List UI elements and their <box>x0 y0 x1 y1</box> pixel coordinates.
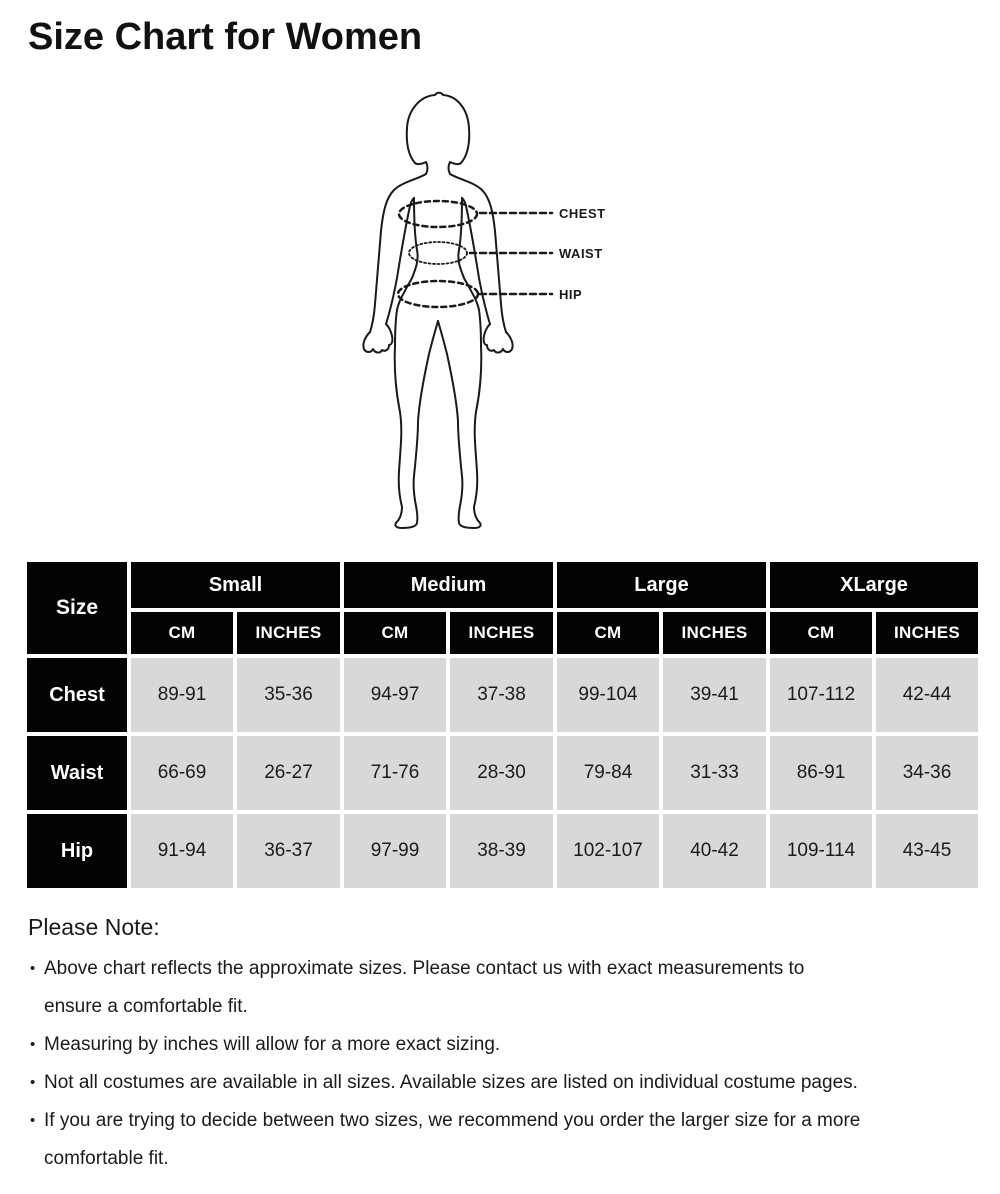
waist-large-cm: 79-84 <box>555 734 661 812</box>
waist-small-cm: 66-69 <box>129 734 235 812</box>
unit-header-cm: CM <box>342 610 448 656</box>
hip-small-cm: 91-94 <box>129 812 235 890</box>
hip-label: HIP <box>559 287 583 302</box>
waist-large-inches: 31-33 <box>661 734 768 812</box>
row-label-waist: Waist <box>25 734 129 812</box>
waist-medium-cm: 71-76 <box>342 734 448 812</box>
group-header-medium: Medium <box>342 560 555 610</box>
right-hand-outline <box>484 324 513 353</box>
hip-large-cm: 102-107 <box>555 812 661 890</box>
body-measurement-diagram <box>330 86 640 538</box>
hip-xlarge-cm: 109-114 <box>768 812 874 890</box>
chest-xlarge-cm: 107-112 <box>768 656 874 734</box>
note-text-line: Above chart reflects the approximate sizes. Please contact us with exact measurements to <box>44 958 805 979</box>
unit-header-inches: INCHES <box>874 610 980 656</box>
waist-medium-inches: 28-30 <box>448 734 555 812</box>
table-row-chest <box>25 656 980 734</box>
note-text-line: ensure a comfortable fit. <box>44 996 248 1017</box>
hip-large-inches: 40-42 <box>661 812 768 890</box>
chest-large-inches: 39-41 <box>661 656 768 734</box>
unit-header-cm: CM <box>768 610 874 656</box>
group-header-small: Small <box>129 560 342 610</box>
note-text-line: Not all costumes are available in all sizes. Available sizes are listed on individual costume pages. <box>44 1072 858 1093</box>
unit-header-cm: CM <box>129 610 235 656</box>
chest-small-cm: 89-91 <box>129 656 235 734</box>
bullet-icon: • <box>30 1036 36 1053</box>
hip-xlarge-inches: 43-45 <box>874 812 980 890</box>
waist-label: WAIST <box>559 246 603 261</box>
note-text-line: If you are trying to decide between two sizes, we recommend you order the larger size for a more <box>44 1110 861 1131</box>
table-header-row-units <box>25 610 980 656</box>
chest-medium-cm: 94-97 <box>342 656 448 734</box>
note-text-line: comfortable fit. <box>44 1148 169 1169</box>
chest-xlarge-inches: 42-44 <box>874 656 980 734</box>
chest-small-inches: 35-36 <box>235 656 342 734</box>
chest-measurement-ellipse <box>399 201 477 227</box>
note-item <box>28 1064 958 1102</box>
bullet-icon: • <box>30 1074 36 1091</box>
notes-section <box>28 912 958 1178</box>
size-corner-header: Size <box>25 560 129 656</box>
table-row-hip <box>25 812 980 890</box>
hip-medium-cm: 97-99 <box>342 812 448 890</box>
bullet-icon: • <box>30 960 36 977</box>
size-chart-table <box>23 558 982 892</box>
note-item <box>28 1102 958 1178</box>
waist-xlarge-inches: 34-36 <box>874 734 980 812</box>
row-label-hip: Hip <box>25 812 129 890</box>
hip-measurement-ellipse <box>398 281 478 307</box>
waist-small-inches: 26-27 <box>235 734 342 812</box>
chest-large-cm: 99-104 <box>555 656 661 734</box>
chest-label: CHEST <box>559 206 606 221</box>
note-text-line: Measuring by inches will allow for a more exact sizing. <box>44 1034 501 1055</box>
page-title: Size Chart for Women <box>28 16 423 58</box>
note-item <box>28 1026 958 1064</box>
note-item <box>28 950 958 1026</box>
bullet-icon: • <box>30 1112 36 1129</box>
table-header-row-groups <box>25 560 980 610</box>
unit-header-inches: INCHES <box>235 610 342 656</box>
hip-medium-inches: 38-39 <box>448 812 555 890</box>
unit-header-inches: INCHES <box>661 610 768 656</box>
row-label-chest: Chest <box>25 656 129 734</box>
group-header-xlarge: XLarge <box>768 560 980 610</box>
chest-medium-inches: 37-38 <box>448 656 555 734</box>
unit-header-inches: INCHES <box>448 610 555 656</box>
hip-small-inches: 36-37 <box>235 812 342 890</box>
unit-header-cm: CM <box>555 610 661 656</box>
woman-outline-figure <box>330 86 640 538</box>
notes-heading: Please Note: <box>28 914 160 940</box>
table-row-waist <box>25 734 980 812</box>
group-header-large: Large <box>555 560 768 610</box>
waist-xlarge-cm: 86-91 <box>768 734 874 812</box>
left-hand-outline <box>363 324 392 353</box>
